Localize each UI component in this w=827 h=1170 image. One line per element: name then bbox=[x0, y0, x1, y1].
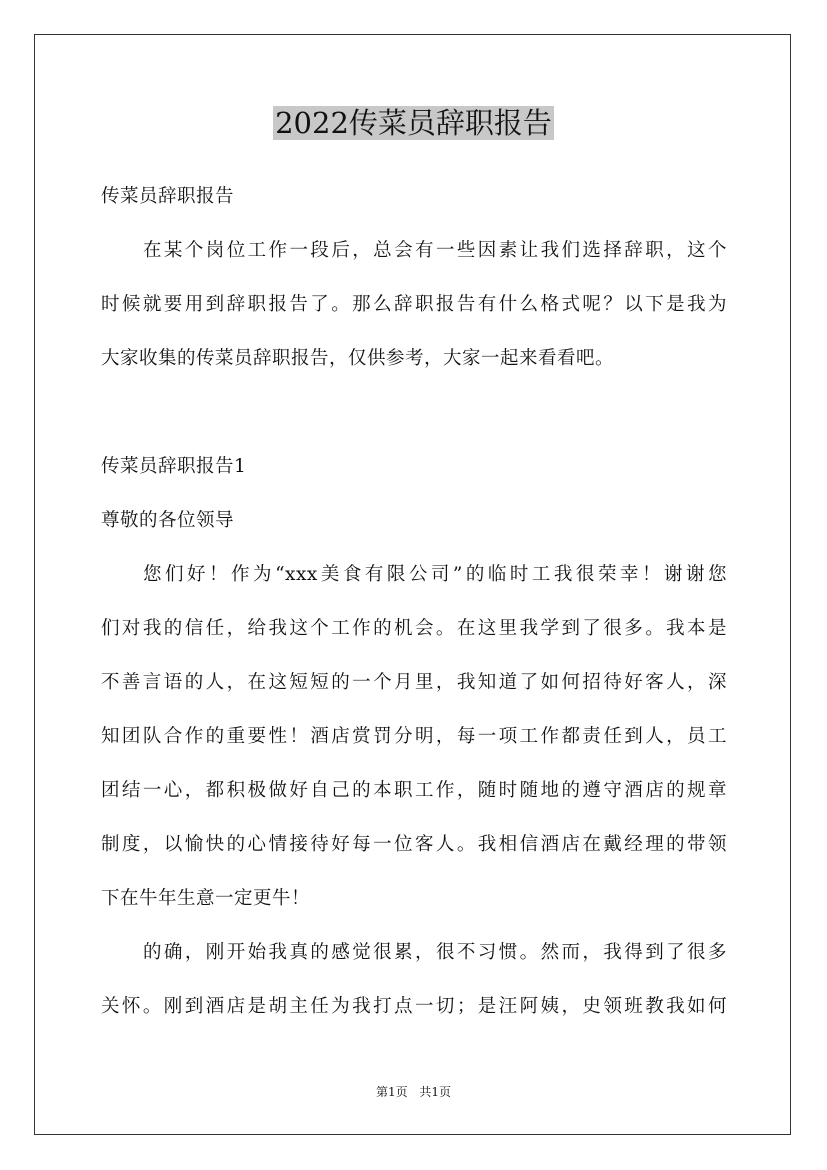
page-total: 共1页 bbox=[419, 1085, 452, 1099]
paragraph-line: 的确，刚开始我真的感觉很累，很不习惯。然而，我得到了很多 bbox=[143, 942, 727, 963]
paragraph-line: 关怀。刚到酒店是胡主任为我打点一切；是汪阿姨，史领班教我如何 bbox=[101, 996, 727, 1017]
document-body bbox=[101, 170, 727, 1034]
paragraph-line: 您们好！作为“xxx美食有限公司”的临时工我很荣幸！谢谢您 bbox=[143, 564, 727, 585]
section-heading: 传菜员辞职报告1 bbox=[101, 456, 247, 477]
paragraph-line: 知团队合作的重要性！酒店赏罚分明，每一项工作都责任到人，员工 bbox=[101, 726, 727, 747]
document-title bbox=[0, 103, 827, 143]
paragraph-line: 大家收集的传菜员辞职报告，仅供参考，大家一起来看看吧。 bbox=[101, 348, 615, 369]
paragraph-line: 下在牛年生意一定更牛！ bbox=[101, 888, 311, 909]
paragraph-line: 不善言语的人，在这短短的一个月里，我知道了如何招待好客人，深 bbox=[101, 672, 727, 693]
paragraph-spacer bbox=[101, 386, 727, 440]
page-footer bbox=[0, 1084, 827, 1100]
paragraph-line: 团结一心，都积极做好自己的本职工作，随时随地的遵守酒店的规章 bbox=[101, 780, 727, 801]
paragraph-line: 制度，以愉快的心情接待好每一位客人。我相信酒店在戴经理的带领 bbox=[101, 834, 727, 855]
paragraph-line: 时候就要用到辞职报告了。那么辞职报告有什么格式呢？以下是我为 bbox=[101, 294, 727, 315]
paragraph-line: 在某个岗位工作一段后，总会有一些因素让我们选择辞职，这个 bbox=[143, 240, 727, 261]
salutation: 尊敬的各位领导 bbox=[101, 510, 235, 531]
document-title-text: 2022传菜员辞职报告 bbox=[275, 106, 552, 140]
paragraph-line: 们对我的信任，给我这个工作的机会。在这里我学到了很多。我本是 bbox=[101, 618, 727, 639]
section-heading: 传菜员辞职报告 bbox=[101, 186, 235, 207]
page-number: 第1页 bbox=[375, 1085, 408, 1099]
